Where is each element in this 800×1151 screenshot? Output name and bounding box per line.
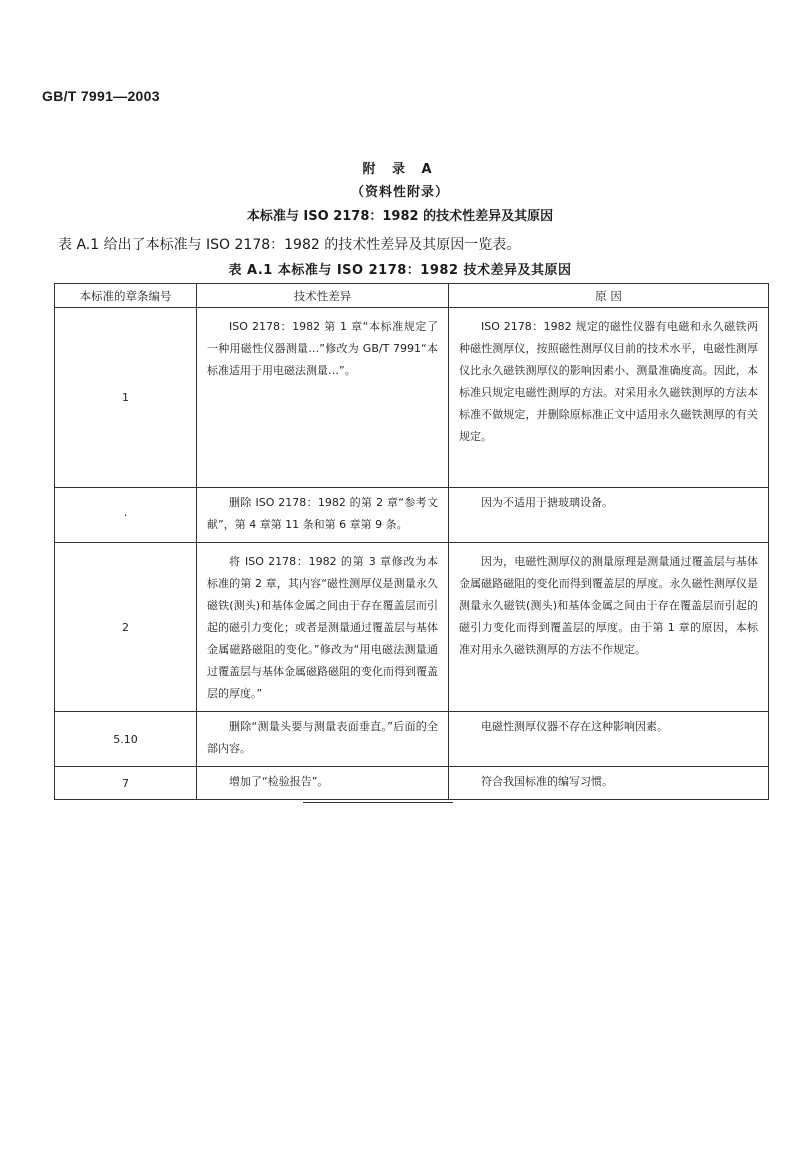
appendix-note: （资料性附录） — [350, 185, 449, 200]
difference-text: 将 ISO 2178：1982 的第 3 章修改为本标准的第 2 章，其内容“磁性测厚仪是测量永久磁铁(测头)和基体金属之间由于存在覆盖层而引起的磁引力变化；或者是测量通过覆盖层与基体金属磁路磁阻的变化。”修改为“用电磁法测量通过覆盖层与基体金属磁路磁阻的变化而得到覆盖层的厚度。” — [207, 555, 438, 700]
clause-cell: 7 — [55, 767, 197, 800]
reason-text: 因为，电磁性测厚仪的测量原理是测量通过覆盖层与基体金属磁路磁阻的变化而得到覆盖层的厚度。永久磁性测厚仪是测量永久磁铁(测头)和基体金属之间由于存在覆盖层而引起的磁引力变化而得到覆盖层的厚度。由于第 1 章的原因，本标准对用永久磁铁测厚的方法不作规定。 — [459, 555, 758, 656]
reason-text: 因为不适用于搪玻璃设备。 — [481, 496, 613, 509]
reason-cell — [449, 308, 769, 488]
difference-text: 删除“测量头要与测量表面垂直。”后面的全部内容。 — [207, 720, 438, 755]
difference-text: 增加了“检验报告”。 — [229, 775, 329, 788]
reason-text: 符合我国标准的编写习惯。 — [481, 775, 613, 788]
difference-cell — [197, 712, 449, 767]
table-row — [55, 488, 769, 543]
header-reason: 原 因 — [449, 284, 769, 308]
difference-cell — [197, 767, 449, 800]
difference-text: 删除 ISO 2178：1982 的第 2 章“参考文献”，第 4 章第 11 条和第 6 章第 9 条。 — [207, 496, 438, 531]
header-difference: 技术性差异 — [197, 284, 449, 308]
table-row — [55, 308, 769, 488]
table-row — [55, 767, 769, 800]
standard-code: GB/T 7991—2003 — [42, 88, 160, 104]
reason-cell — [449, 543, 769, 712]
reason-text: 电磁性测厚仪器不存在这种影响因素。 — [481, 720, 668, 733]
difference-cell — [197, 543, 449, 712]
intro-paragraph: 表 A.1 给出了本标准与 ISO 2178：1982 的技术性差异及其原因一览表。 — [58, 237, 521, 253]
reason-cell — [449, 767, 769, 800]
clause-cell: 2 — [55, 543, 197, 712]
difference-cell — [197, 488, 449, 543]
table-row — [55, 543, 769, 712]
table-row — [55, 712, 769, 767]
table-header-row — [55, 284, 769, 308]
appendix-title: 附 录 A — [362, 162, 438, 177]
clause-cell: · — [55, 488, 197, 543]
reason-cell — [449, 712, 769, 767]
header-clause: 本标准的章条编号 — [55, 284, 197, 308]
table-caption: 表 A.1 本标准与 ISO 2178：1982 技术差异及其原因 — [228, 263, 572, 278]
appendix-heading: 本标准与 ISO 2178：1982 的技术性差异及其原因 — [246, 209, 554, 224]
end-rule — [303, 802, 453, 803]
difference-text: ISO 2178：1982 第 1 章“本标准规定了一种用磁性仪器测量…”修改为 GB/T 7991“本标准适用于用电磁法测量…”。 — [207, 320, 438, 377]
clause-cell: 1 — [55, 308, 197, 488]
clause-cell: 5.10 — [55, 712, 197, 767]
difference-cell — [197, 308, 449, 488]
differences-table — [54, 283, 769, 800]
reason-text: ISO 2178：1982 规定的磁性仪器有电磁和永久磁铁两种磁性测厚仪，按照磁性测厚仪目前的技术水平，电磁性测厚仪比永久磁铁测厚仪的影响因素小、测量准确度高。因此，本标准只规定电磁性测厚的方法。对采用永久磁铁测厚的方法本标准不做规定，并删除原标准正文中适用永久磁铁测厚的有关规定。 — [459, 320, 758, 443]
reason-cell — [449, 488, 769, 543]
